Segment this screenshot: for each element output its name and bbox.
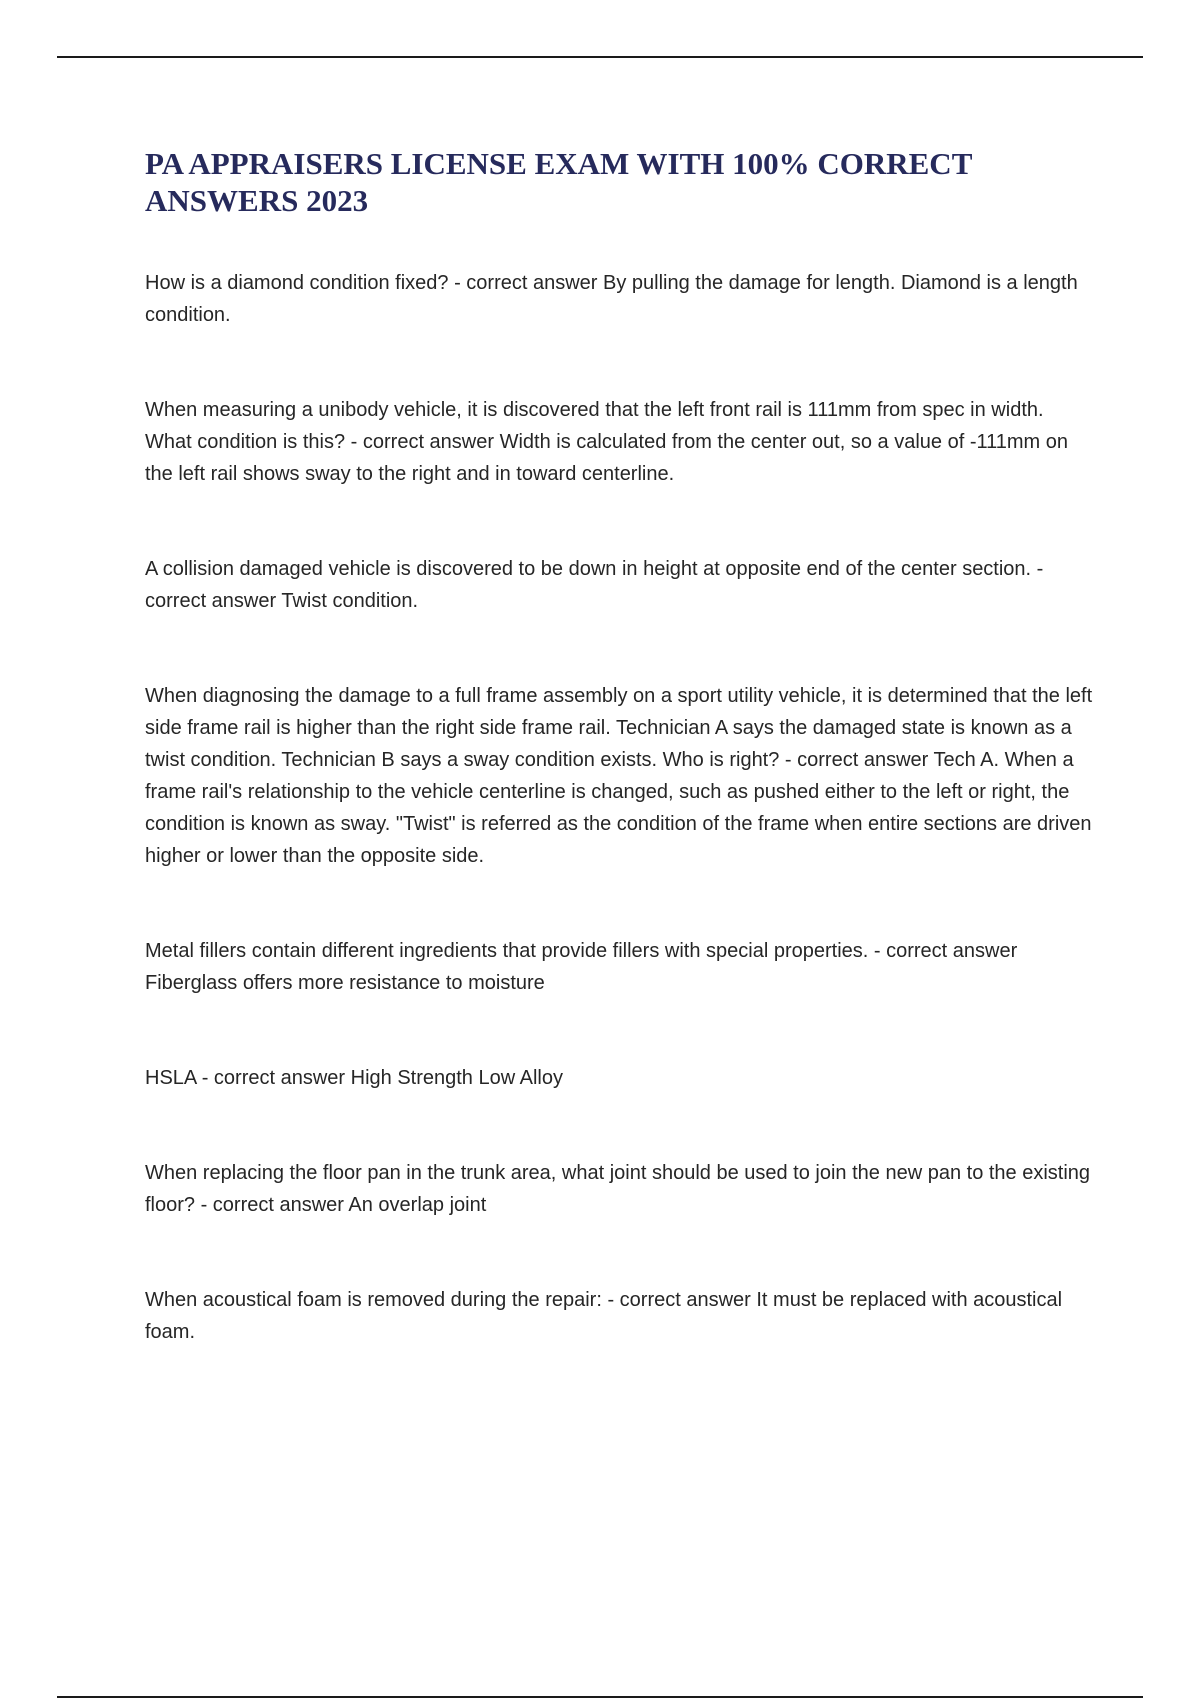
qa-list [145,267,1095,1348]
bottom-rule [57,1696,1143,1698]
qa-item: When measuring a unibody vehicle, it is discovered that the left front rail is 111mm from spec in width. What condition is this? - correct answer Width is calculated from the center out, so a value of -111mm on the left rail shows sway to the right and in toward centerline. [145,399,1068,485]
qa-item: When diagnosing the damage to a full frame assembly on a sport utility vehicle, it is determined that the left side frame rail is higher than the right side frame rail. Technician A says the damaged state is known as a twist condition. Technician B says a sway condition exists. Who is right? - correct answer Tech A. When a frame rail's relationship to the vehicle centerline is changed, such as pushed either to the left or right, the condition is known as sway. "Twist" is referred as the condition of the frame when entire sections are driven higher or lower than the opposite side. [145,685,1093,867]
qa-item: Metal fillers contain different ingredients that provide fillers with special properties. - correct answer Fiberglass offers more resistance to moisture [145,940,1018,994]
qa-item: How is a diamond condition fixed? - correct answer By pulling the damage for length. Diamond is a length condition. [145,272,1078,326]
qa-item: When replacing the floor pan in the trunk area, what joint should be used to join the new pan to the existing floor? - correct answer An overlap joint [145,1162,1091,1216]
qa-item: When acoustical foam is removed during the repair: - correct answer It must be replaced with acoustical foam. [145,1289,1063,1343]
document-title: PA APPRAISERS LICENSE EXAM WITH 100% CORRECT ANSWERS 2023 [145,146,972,218]
top-rule [57,56,1143,58]
qa-item: HSLA - correct answer High Strength Low Alloy [145,1067,563,1089]
qa-item: A collision damaged vehicle is discovered to be down in height at opposite end of the center section. - correct answer Twist condition. [145,558,1044,612]
document-body [145,145,1095,1411]
